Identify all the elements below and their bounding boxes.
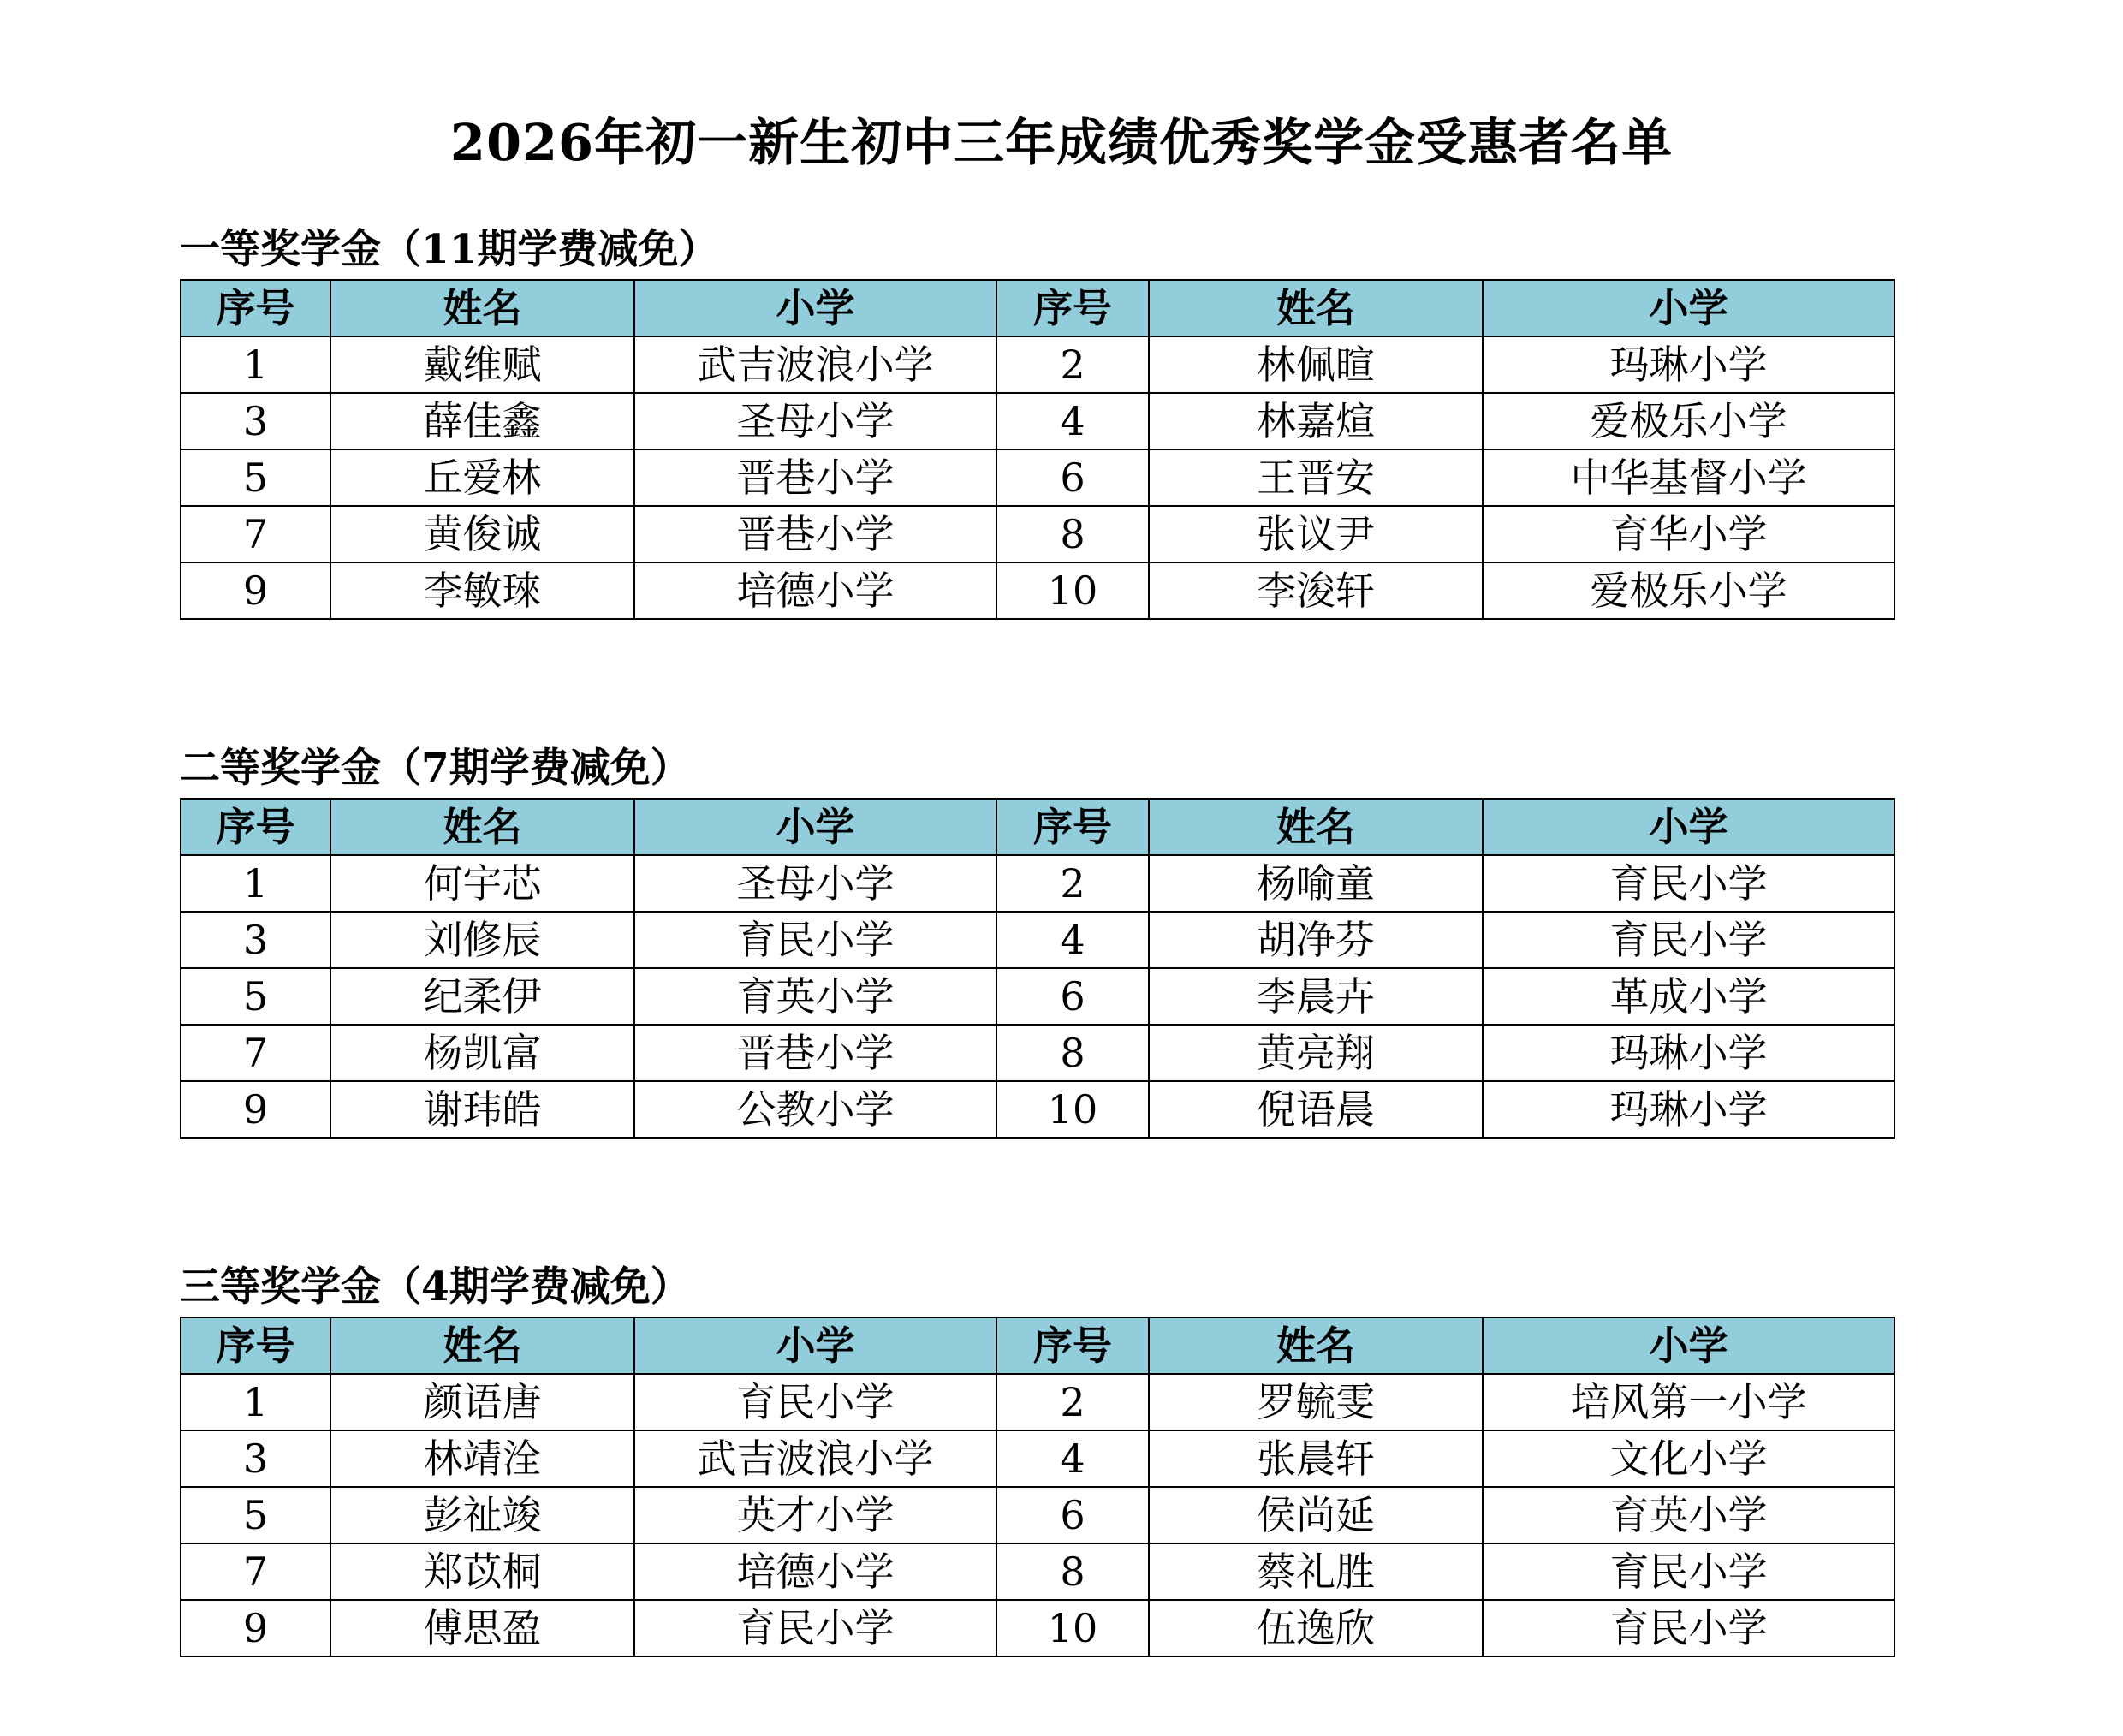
cell-school: 玛琳小学: [1483, 1081, 1894, 1138]
table-row: [181, 506, 1894, 562]
cell-name: 傅思盈: [330, 1600, 634, 1656]
cell-no: 10: [996, 1081, 1149, 1138]
cell-no: 2: [996, 1374, 1149, 1430]
header-school: 小学: [1483, 1317, 1894, 1374]
award-table: [180, 279, 1895, 620]
cell-school: 英才小学: [634, 1487, 996, 1543]
header-school: 小学: [1483, 280, 1894, 336]
cell-school: 革成小学: [1483, 968, 1894, 1025]
cell-name: 丘爱林: [330, 449, 634, 506]
cell-no: 6: [996, 968, 1149, 1025]
cell-name: 伍逸欣: [1149, 1600, 1483, 1656]
cell-name: 蔡礼胜: [1149, 1543, 1483, 1600]
cell-no: 5: [181, 968, 330, 1025]
cell-no: 5: [181, 1487, 330, 1543]
cell-school: 晋巷小学: [634, 449, 996, 506]
table-header-row: [181, 799, 1894, 855]
cell-no: 8: [996, 1025, 1149, 1081]
cell-no: 7: [181, 1025, 330, 1081]
header-no: 序号: [181, 1317, 330, 1374]
cell-school: 晋巷小学: [634, 1025, 996, 1081]
cell-school: 育民小学: [1483, 1543, 1894, 1600]
cell-name: 薛佳鑫: [330, 393, 634, 449]
cell-name: 李晨卉: [1149, 968, 1483, 1025]
cell-no: 2: [996, 336, 1149, 393]
cell-school: 玛琳小学: [1483, 1025, 1894, 1081]
cell-school: 晋巷小学: [634, 506, 996, 562]
cell-name: 林靖洤: [330, 1430, 634, 1487]
cell-name: 何宇芯: [330, 855, 634, 912]
cell-no: 5: [181, 449, 330, 506]
table-row: [181, 1081, 1894, 1138]
header-school: 小学: [634, 1317, 996, 1374]
cell-school: 武吉波浪小学: [634, 336, 996, 393]
header-name: 姓名: [1149, 280, 1483, 336]
cell-no: 6: [996, 1487, 1149, 1543]
cell-no: 4: [996, 393, 1149, 449]
header-no: 序号: [181, 799, 330, 855]
cell-name: 林佩暄: [1149, 336, 1483, 393]
cell-school: 培德小学: [634, 1543, 996, 1600]
cell-no: 1: [181, 855, 330, 912]
cell-no: 8: [996, 506, 1149, 562]
cell-school: 育民小学: [1483, 855, 1894, 912]
cell-school: 培风第一小学: [1483, 1374, 1894, 1430]
cell-no: 8: [996, 1543, 1149, 1600]
cell-school: 育民小学: [1483, 912, 1894, 968]
cell-name: 胡净芬: [1149, 912, 1483, 968]
cell-name: 李浚轩: [1149, 562, 1483, 619]
header-name: 姓名: [330, 799, 634, 855]
header-school: 小学: [634, 280, 996, 336]
header-no: 序号: [996, 280, 1149, 336]
table-row: [181, 1487, 1894, 1543]
header-name: 姓名: [1149, 1317, 1483, 1374]
cell-name: 刘修辰: [330, 912, 634, 968]
header-school: 小学: [634, 799, 996, 855]
cell-no: 4: [996, 1430, 1149, 1487]
table-row: [181, 1543, 1894, 1600]
header-no: 序号: [996, 1317, 1149, 1374]
cell-school: 中华基督小学: [1483, 449, 1894, 506]
table-row: [181, 1430, 1894, 1487]
header-name: 姓名: [330, 1317, 634, 1374]
cell-name: 张晨轩: [1149, 1430, 1483, 1487]
award-section-second: [180, 740, 1894, 1139]
cell-school: 玛琳小学: [1483, 336, 1894, 393]
cell-name: 黄俊诚: [330, 506, 634, 562]
cell-name: 杨凯富: [330, 1025, 634, 1081]
cell-no: 3: [181, 1430, 330, 1487]
cell-no: 10: [996, 562, 1149, 619]
cell-no: 3: [181, 393, 330, 449]
table-header-row: [181, 280, 1894, 336]
cell-no: 7: [181, 506, 330, 562]
header-no: 序号: [181, 280, 330, 336]
cell-school: 爱极乐小学: [1483, 393, 1894, 449]
cell-school: 圣母小学: [634, 393, 996, 449]
award-table: [180, 1317, 1895, 1657]
cell-school: 爱极乐小学: [1483, 562, 1894, 619]
cell-school: 育民小学: [634, 912, 996, 968]
cell-name: 彭祉竣: [330, 1487, 634, 1543]
table-row: [181, 1025, 1894, 1081]
cell-name: 李敏琜: [330, 562, 634, 619]
table-row: [181, 912, 1894, 968]
cell-school: 文化小学: [1483, 1430, 1894, 1487]
cell-school: 培德小学: [634, 562, 996, 619]
table-row: [181, 393, 1894, 449]
cell-no: 9: [181, 1600, 330, 1656]
award-section-third: [180, 1258, 1894, 1657]
cell-school: 育英小学: [634, 968, 996, 1025]
table-row: [181, 1600, 1894, 1656]
section-title: 三等奖学金（4期学费减免）: [180, 1263, 691, 1311]
header-no: 序号: [996, 799, 1149, 855]
cell-no: 2: [996, 855, 1149, 912]
cell-no: 9: [181, 1081, 330, 1138]
cell-name: 郑苡桐: [330, 1543, 634, 1600]
cell-name: 罗毓雯: [1149, 1374, 1483, 1430]
table-row: [181, 1374, 1894, 1430]
cell-name: 黄亮翔: [1149, 1025, 1483, 1081]
cell-school: 育英小学: [1483, 1487, 1894, 1543]
header-school: 小学: [1483, 799, 1894, 855]
header-name: 姓名: [330, 280, 634, 336]
cell-name: 谢玮皓: [330, 1081, 634, 1138]
cell-school: 圣母小学: [634, 855, 996, 912]
cell-no: 9: [181, 562, 330, 619]
award-section-first: [180, 221, 1894, 620]
cell-name: 倪语晨: [1149, 1081, 1483, 1138]
cell-no: 1: [181, 336, 330, 393]
cell-name: 纪柔伊: [330, 968, 634, 1025]
cell-name: 林嘉煊: [1149, 393, 1483, 449]
cell-school: 武吉波浪小学: [634, 1430, 996, 1487]
section-title: 二等奖学金（7期学费减免）: [180, 745, 691, 792]
cell-no: 3: [181, 912, 330, 968]
cell-school: 公教小学: [634, 1081, 996, 1138]
table-row: [181, 336, 1894, 393]
table-header-row: [181, 1317, 1894, 1374]
cell-school: 育华小学: [1483, 506, 1894, 562]
table-row: [181, 855, 1894, 912]
table-row: [181, 449, 1894, 506]
cell-no: 1: [181, 1374, 330, 1430]
table-row: [181, 562, 1894, 619]
cell-name: 张议尹: [1149, 506, 1483, 562]
cell-no: 6: [996, 449, 1149, 506]
cell-school: 育民小学: [1483, 1600, 1894, 1656]
section-title: 一等奖学金（11期学费减免）: [180, 226, 719, 273]
header-name: 姓名: [1149, 799, 1483, 855]
cell-no: 7: [181, 1543, 330, 1600]
cell-name: 颜语唐: [330, 1374, 634, 1430]
cell-no: 4: [996, 912, 1149, 968]
cell-name: 王晋安: [1149, 449, 1483, 506]
cell-school: 育民小学: [634, 1374, 996, 1430]
cell-name: 杨喻童: [1149, 855, 1483, 912]
page-title: 2026年初一新生初中三年成绩优秀奖学金受惠者名单: [449, 112, 1674, 172]
cell-name: 侯尚延: [1149, 1487, 1483, 1543]
cell-school: 育民小学: [634, 1600, 996, 1656]
award-table: [180, 798, 1895, 1139]
cell-no: 10: [996, 1600, 1149, 1656]
cell-name: 戴维赋: [330, 336, 634, 393]
table-row: [181, 968, 1894, 1025]
